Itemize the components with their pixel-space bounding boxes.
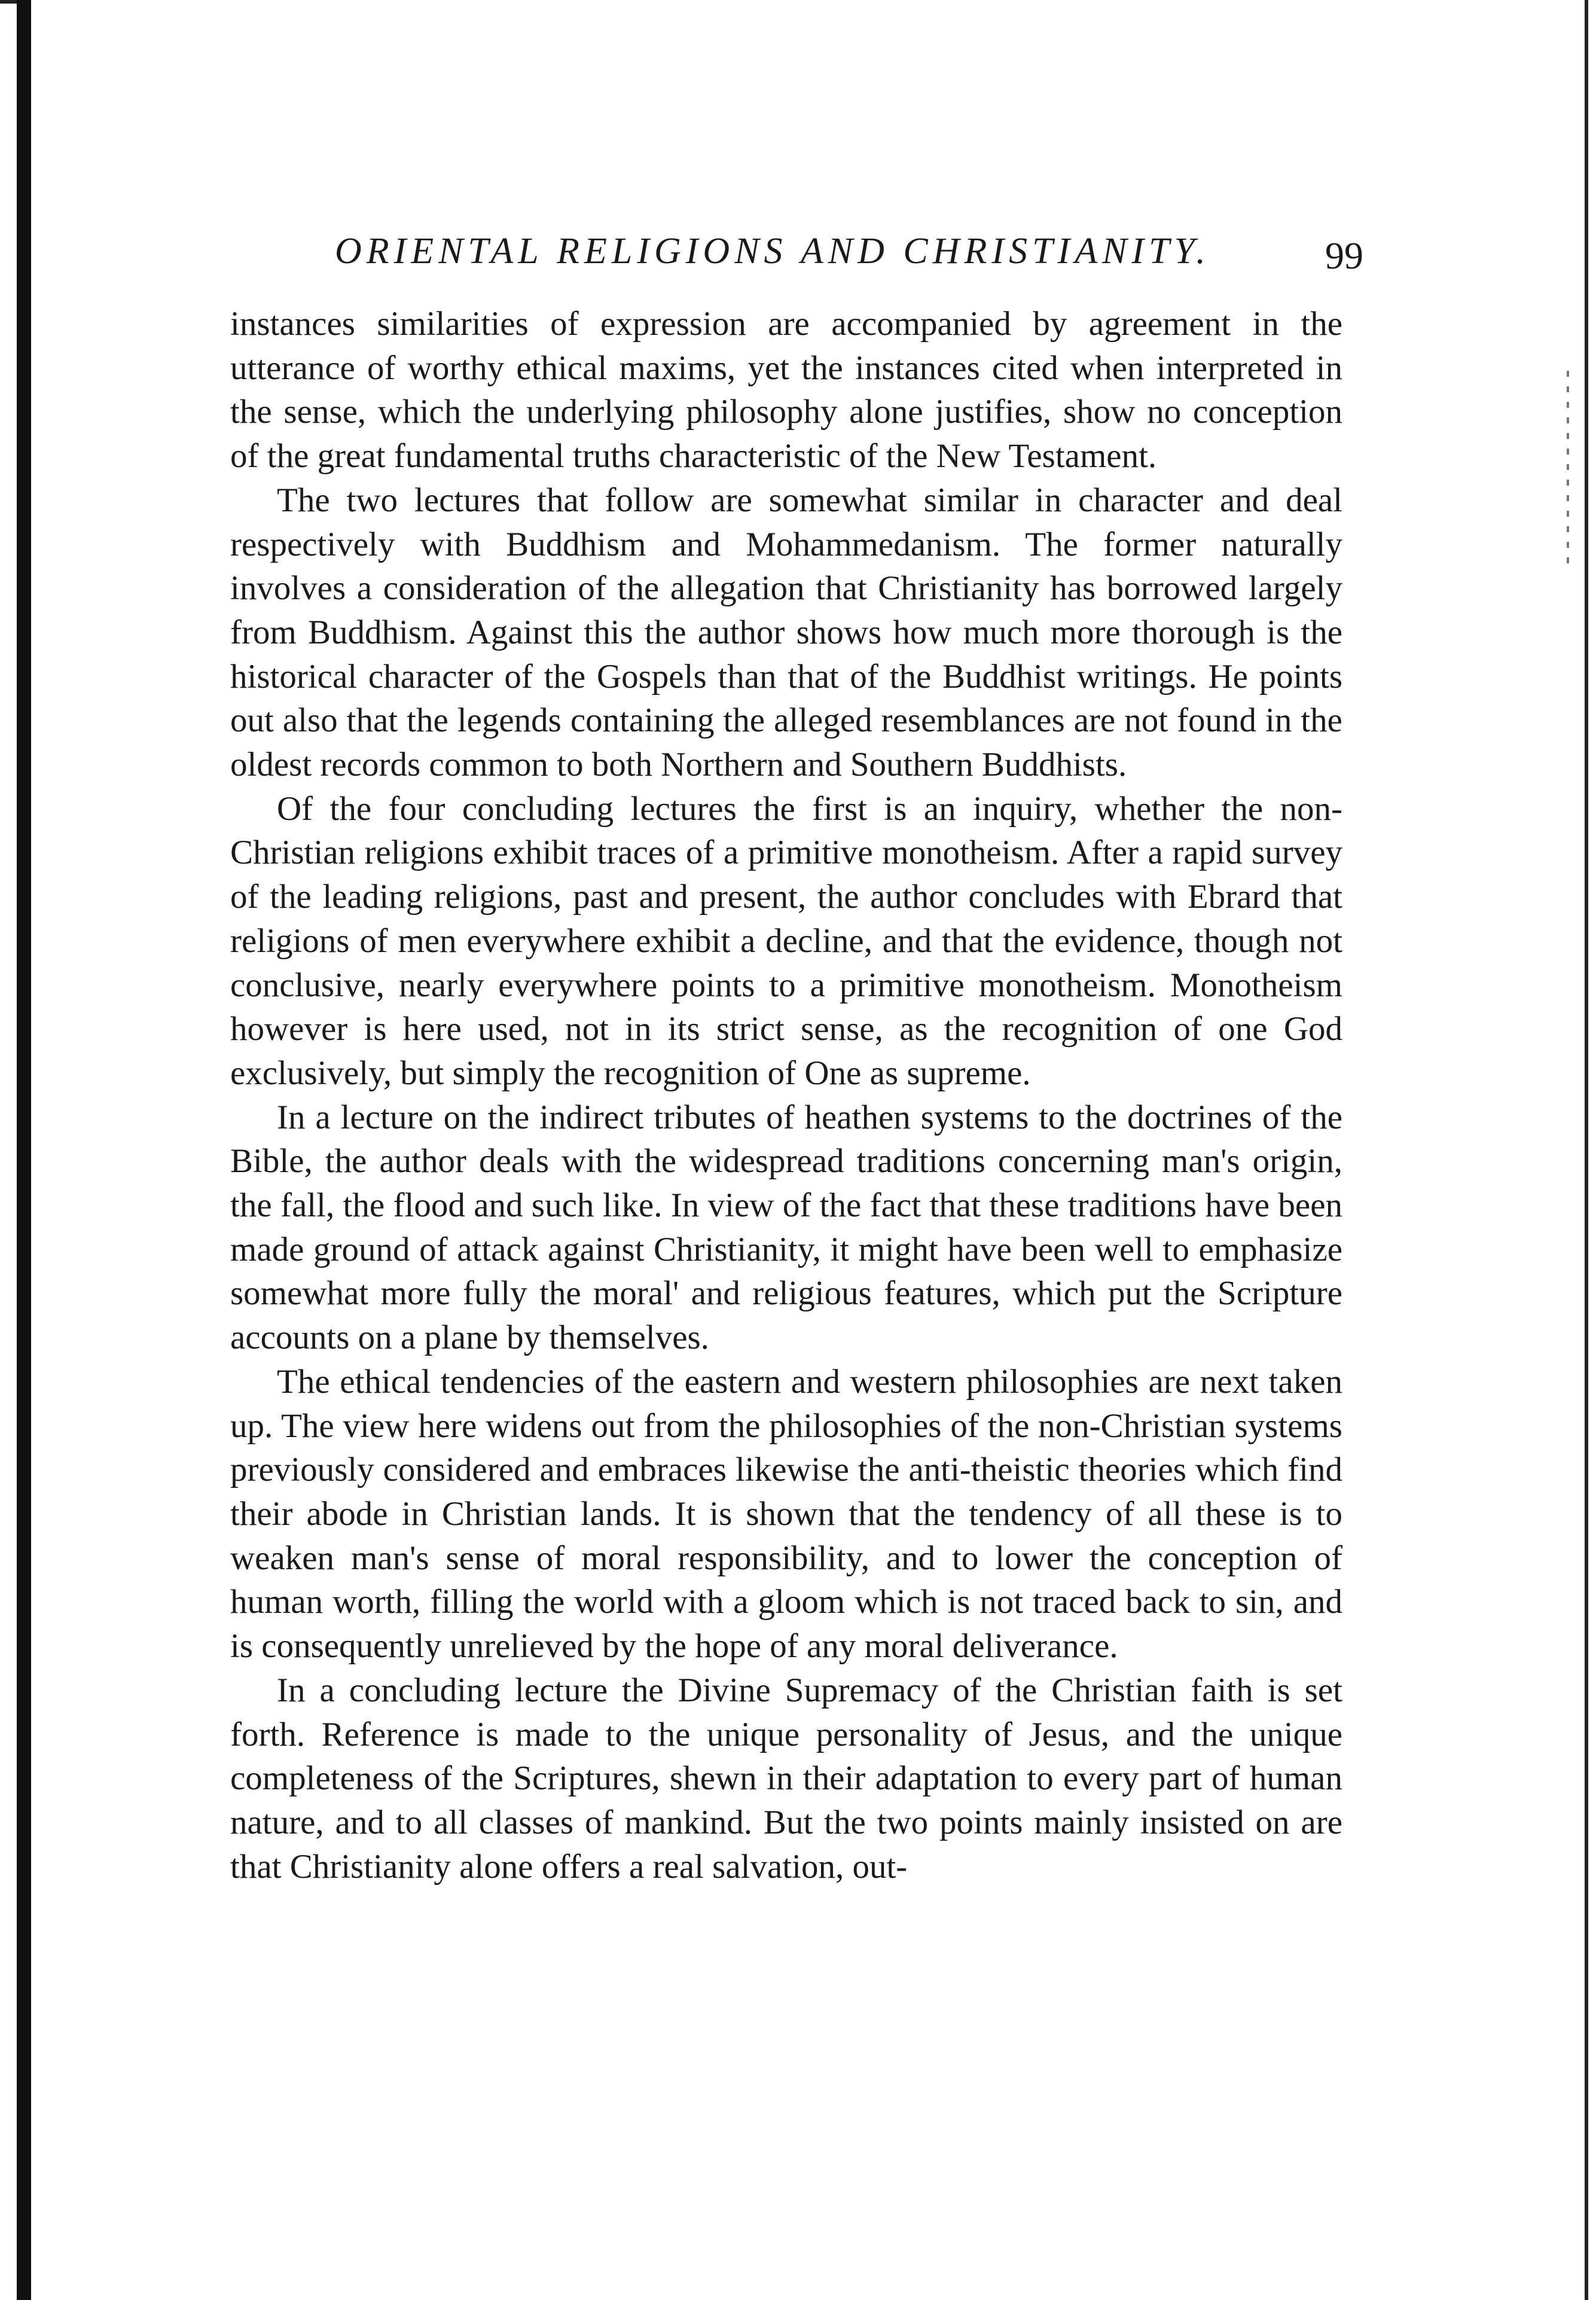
- page-edge-dashes: [1567, 371, 1569, 568]
- paragraph-primitive-monotheism: Of the four concluding lectures the first is an inquiry, whether the non-Christian religions exhibit traces of a primitive monotheism. After a rapid survey of the leading religions, past and present, the author concludes with Ebrard that religions of men everywhere exhibit a decline, and that the evidence, though not conclusive, nearly everywhere points to a primitive monotheism. Monotheism however is here used, not in its strict sense, as the recognition of one God exclusively, but simply the recognition of One as supreme.: [230, 789, 1342, 1092]
- paragraph-divine-supremacy: In a concluding lecture the Divine Supremacy of the Christian faith is set forth. Reference is made to the unique personality of Jesus, and the unique completeness of the Scriptures, shewn in their adaptation to every part of human nature, and to all classes of mankind. But the two points mainly insisted on are that Christianity alone offers a real salvation, out-: [230, 1671, 1342, 1886]
- page-number: 99: [1325, 234, 1363, 277]
- page-gutter-shadow: [17, 0, 31, 2300]
- running-head: ORIENTAL RELIGIONS AND CHRISTIANITY.: [335, 231, 1210, 272]
- paragraph-buddhism-mohammedanism: The two lectures that follow are somewhat similar in character and deal respectively with Buddhism and Mohammedanism. The former naturally involves a consideration of the allegation that Christianity has borrowed largely from Buddhism. Against this the author shows how much more thorough is the historical character of the Gospels than that of the Buddhist writings. He points out also that the legends containing the alleged resemblances are not found in the oldest records common to both Northern and Southern Buddhists.: [230, 481, 1342, 784]
- page-edge-line: [1585, 0, 1588, 2300]
- body-text: [230, 302, 1342, 1889]
- paragraph-continued: instances similarities of expression are accompanied by agreement in the utterance of worthy ethical maxims, yet the instances cited when interpreted in the sense, which the underlying philosophy alone justifies, show no conception of the great fundamental truths characteristic of the New Testament.: [230, 305, 1342, 475]
- page-header: [335, 221, 1363, 281]
- paragraph-ethical-tendencies: The ethical tendencies of the eastern and western philosophies are next taken up. The view here widens out from the philosophies of the non-Christian systems previously considered and embraces likewise the anti-theistic theories which find their abode in Christian lands. It is shown that the tendency of all these is to weaken man's sense of moral responsibility, and to lower the conception of human worth, filling the world with a gloom which is not traced back to sin, and is consequently unrelieved by the hope of any moral deliverance.: [230, 1362, 1342, 1665]
- paragraph-indirect-tributes: In a lecture on the indirect tributes of heathen systems to the doctrines of the Bible, the author deals with the widespread traditions concerning man's origin, the fall, the flood and such like. In view of the fact that these traditions have been made ground of attack against Christianity, it might have been well to emphasize somewhat more fully the moral' and religious features, which put the Scripture accounts on a plane by themselves.: [230, 1098, 1342, 1357]
